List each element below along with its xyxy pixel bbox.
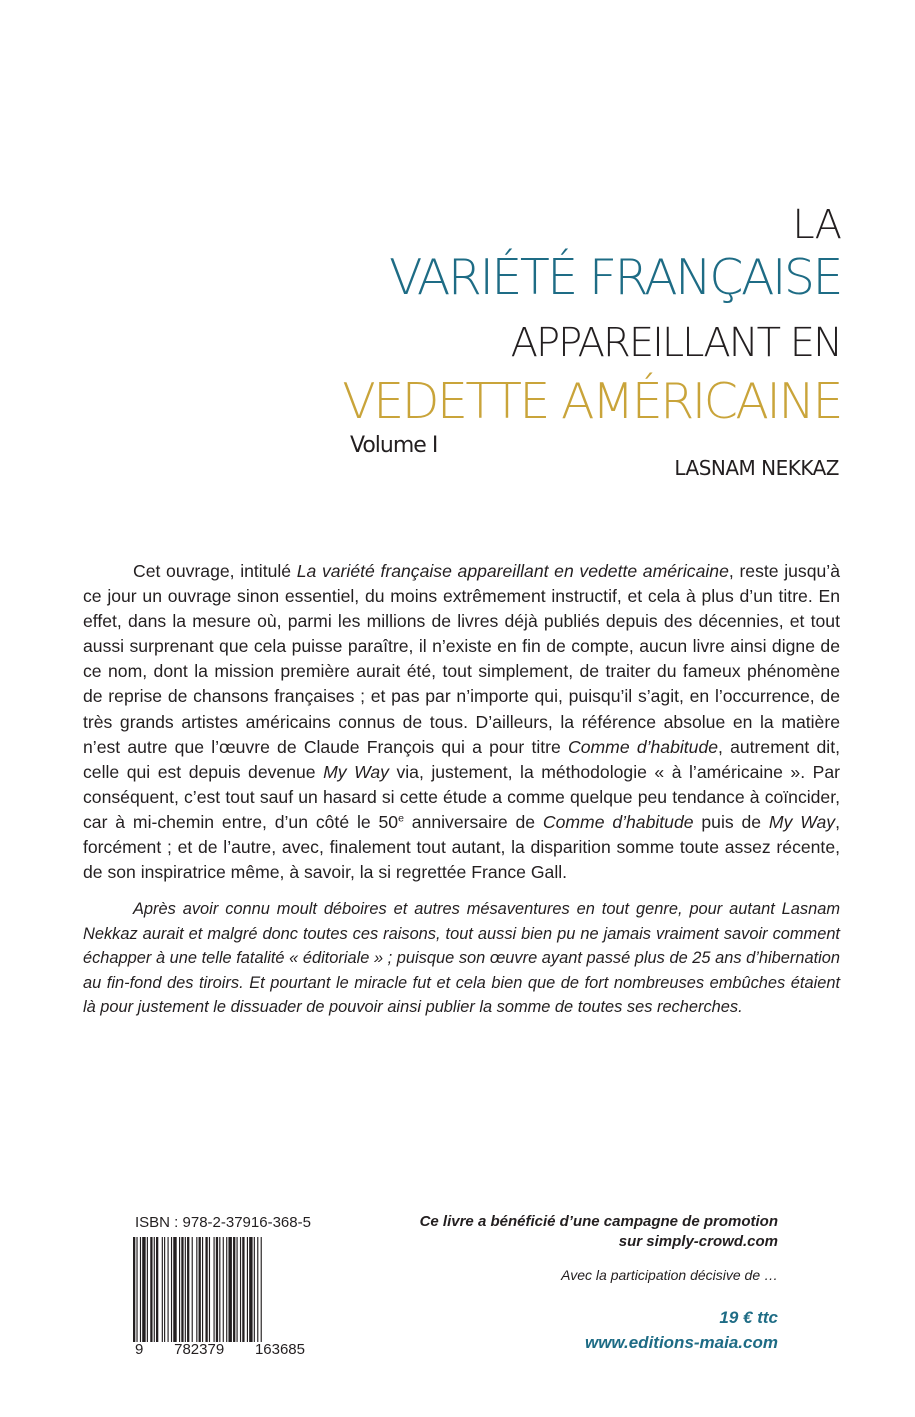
book-title-italic: La variété française appareillant en vedette américaine bbox=[296, 561, 729, 581]
text-run: anniversaire de bbox=[403, 811, 543, 832]
isbn-label: ISBN : 978-2-37916-368-5 bbox=[135, 1214, 311, 1231]
title-line-la: LA bbox=[792, 202, 841, 248]
barcode-digit-group: 163685 bbox=[254, 1341, 305, 1358]
song-title-italic: Comme d’habitude bbox=[568, 736, 719, 757]
title-line-vedette-americaine: VEDETTE AMÉRICAINE bbox=[342, 373, 841, 430]
text-run: puis de bbox=[693, 811, 769, 832]
price: 19 € ttc bbox=[719, 1308, 778, 1327]
blurb-paragraph-1 bbox=[83, 559, 840, 885]
barcode-digits bbox=[135, 1341, 305, 1358]
publisher-website: www.editions-maia.com bbox=[584, 1333, 778, 1352]
title-line-appareillant-en: APPAREILLANT EN bbox=[510, 320, 841, 366]
text-run: , reste jusqu’à ce jour un ouvrage sinon essentiel, du moins extrêmement instructif, et cela à plus d’un titre. En effet, dans la mesure où, parmi les millions de livres déjà publiés depuis des décennies, et tout aussi surprenant que cela puisse paraître, il n’existe en fin de compte, aucun livre ainsi digne de ce nom, dont la mission première aurait été, tout simplement, de traiter du fameux phénomène de reprise de chansons françaises ; et pas par n’importe qui, puisqu’il s’agit, en l’occurrence, de très grands artistes américains connus de tous. D’ailleurs, la référence absolue en la matière n’est autre que l’œuvre de Claude François qui a pour titre bbox=[83, 561, 840, 757]
superscript: e bbox=[398, 812, 404, 825]
song-title-italic: My Way bbox=[768, 811, 836, 832]
promo-line-1: Ce livre a bénéficié d’une campagne de promotion bbox=[419, 1213, 778, 1230]
participation-line: Avec la participation décisive de … bbox=[561, 1267, 778, 1283]
blurb bbox=[83, 559, 840, 1020]
barcode-digit-group: 9 bbox=[135, 1341, 144, 1358]
blurb-paragraph-2: Après avoir connu moult déboires et autres mésaventures en tout genre, pour autant Lasnam Nekkaz aurait et malgré donc toutes ces raisons, tout aussi bien pu ne jamais vraiment savoir comment échapper à une telle fatalité « éditoriale » ; puisque son œuvre ayant passé plus de 25 ans d’hibernation au fin-fond des tiroirs. Et pourtant le miracle fut et cela bien que de fort nombreuses embûches étaient là pour justement le dissuader de pouvoir ainsi publier la somme de toutes ses recherches. bbox=[83, 900, 840, 1017]
song-title-italic: My Way bbox=[323, 761, 389, 782]
volume-label: Volume I bbox=[350, 433, 438, 458]
publisher-info bbox=[358, 1212, 778, 1353]
barcode-image bbox=[133, 1237, 305, 1347]
text-run: , autrement dit, celle qui est depuis devenue bbox=[83, 736, 840, 782]
text-run: , forcément ; et de l’autre, avec, finalement tout autant, la disparition somme toute assez récente, de son inspiratrice même, à savoir, la si regrettée France Gall. bbox=[83, 811, 840, 883]
promo-line-2: sur simply-crowd.com bbox=[618, 1233, 778, 1250]
title-line-variete-francaise: VARIÉTÉ FRANÇAISE bbox=[389, 249, 841, 306]
author-name: LASNAM NEKKAZ bbox=[674, 456, 839, 480]
barcode-digit-group: 782379 bbox=[174, 1341, 225, 1358]
text-run: via, justement, la méthodologie « à l’américaine ». Par conséquent, c’est tout sauf un hasard si cette étude a comme quelque peu tendance à coïncider, car à mi-chemin entre, d’un côté le 50 bbox=[83, 761, 840, 832]
song-title-italic: Comme d’habitude bbox=[542, 811, 694, 832]
text-run: Cet ouvrage, intitulé bbox=[133, 561, 297, 581]
